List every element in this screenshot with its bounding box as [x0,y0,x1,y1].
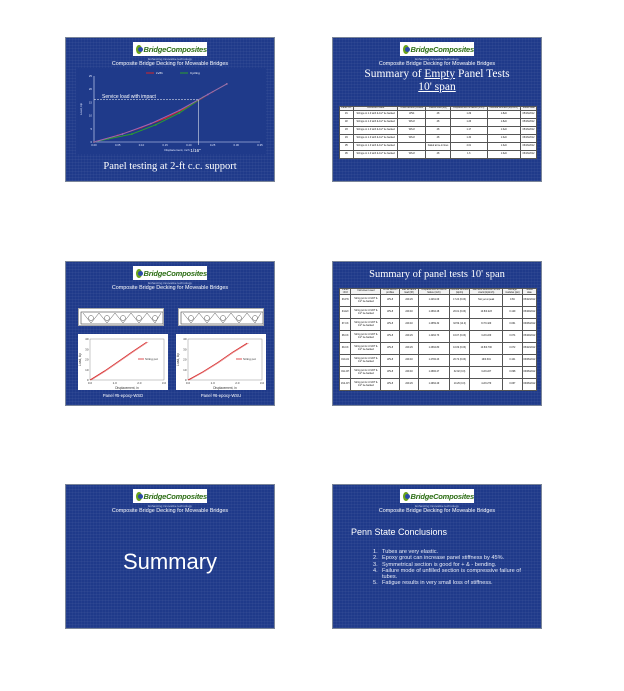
table-cell: 0.129 [503,307,523,319]
list-item-number: 3. [373,561,378,568]
logo-text: BridgeComposites [410,44,474,54]
table-row [340,110,537,118]
table-cell: 1.17 [451,126,488,134]
table-cell: 249.40 [399,355,418,367]
logo-text: BridgeComposites [143,268,207,278]
table-cell: 8.7/0.429 [470,319,503,331]
table-cell: #6 [340,150,354,158]
x-tick-label: 2.0 [235,381,240,385]
column-header: Max at failure load (lbf) [399,289,418,295]
y-tick-label: 10 [85,367,89,372]
table-cell: 0.098 [503,367,523,379]
slide-subheading: Composite Bridge Decking for Moveable Bridges [111,285,229,291]
table-row [340,379,537,391]
table-cell: 1.6e6 [487,126,521,134]
table-cell: 20.01 (0.03) [449,307,470,319]
y-axis-label: Load, kip [79,102,83,116]
table-cell: 0.074 [503,331,523,343]
table-cell: 48 [426,126,451,134]
table-cell: #3-PN [340,295,351,307]
bridge-composites-logo [133,489,207,503]
table-cell: 06/16/2012 [521,142,537,150]
title-line2: 10' span [418,81,456,93]
table-cell: 06/06/2012 [522,379,536,391]
table-row [340,355,537,367]
table-cell: WS-8 [398,118,426,126]
x-tick-label: 1.0 [210,381,215,385]
table-cell: 05/22/2012 [522,295,536,307]
bridge-logo-icon [403,45,409,54]
y-tick-label: 0 [184,378,187,382]
panel-cross-section-image-right [178,308,264,326]
table-cell: 48 [426,150,451,158]
bridge-composites-logo [133,266,207,280]
x-tick-label: 0.20 [186,143,192,147]
table-cell: WS-8 [381,295,400,307]
table-cell: 05/29/2012 [522,307,536,319]
table-cell: #2 [340,118,354,126]
slide-subheading: Composite Bridge Decking for Moveable Bridges [378,61,496,67]
table-cell: 4.2/0.279 [470,379,503,391]
table-cell: 06/06/2012 [522,355,536,367]
caption-right: Panel #6-epoxy-WSU [200,393,242,398]
table-cell: #3 [340,126,354,134]
table-cell: 06/16/2012 [521,134,537,142]
list-item-number: 4. [373,567,378,574]
x-tick-label: 0.15 [162,143,168,147]
table-cell: 05/22/2012 [522,343,536,355]
table-cell: 05/16/2012 [521,126,537,134]
table-row [340,319,537,331]
table-cell: 0.067 [503,379,523,391]
data-point [226,83,228,85]
list-item-number: 5. [373,580,378,587]
tagline: Enhancing innovative technology [148,281,192,285]
column-header: Tested date [522,289,536,295]
table-cell: Failed at tie-in lines [426,142,451,150]
table-cell: 1.2659.32 [419,319,450,331]
list-item-number: 2. [373,555,378,562]
table-cell: Strings on 1.0 with & 1/2" tie backed [353,118,398,126]
table-row [340,331,537,343]
table-cell: Strings on 1.0 with & 1/2" tie backed [353,110,398,118]
table-cell: 1.6e6 [487,150,521,158]
table-cell: 1.6e6 [487,134,521,142]
data-point [93,141,95,143]
load-displacement-chart [76,68,266,154]
tagline: Enhancing innovative technology [148,504,192,508]
slide-subheading: Composite Bridge Decking for Moveable Bridges [111,508,229,514]
table-row [340,142,537,150]
table-cell: 1.8e6 [487,110,521,118]
table-cell: #9-CK [340,343,351,355]
data-point [178,109,180,111]
y-tick-label: 20 [88,87,92,92]
slide-title: Panel testing at 2-ft c.c. support [103,161,237,172]
table-cell: Not yet at peak [470,295,503,307]
table-cell [398,142,426,150]
tagline: Enhancing innovative technology [148,57,192,61]
list-item-text: Failure mode of unfilled section is compressive failure of tubes. [382,567,521,581]
y-tick-label: 40 [85,337,89,341]
column-header: Failure load (kip) [426,107,451,111]
table-cell: WS-8 [381,307,400,319]
bridge-composites-logo [400,489,474,503]
table-cell: Strings on 1.0 with & 1/2" tie backed [353,126,398,134]
data-point [178,112,180,114]
data-point [131,133,133,135]
x-tick-label: 0.0 [87,381,93,385]
slide-3-thumbnail[interactable] [65,261,275,406]
title-suffix: Panel Tests [455,68,510,80]
slide-2-thumbnail[interactable] [332,37,542,182]
y-axis-label: Load, kip [78,353,82,366]
column-header: Cross section profiles [381,289,400,295]
table-cell: #12-CH [340,379,351,391]
x-tick-label: 3.0 [259,381,265,385]
table-cell: 32.02 (0.0) [449,367,470,379]
table-cell: 4.01 [451,142,488,150]
table-cell: 229.29 [399,295,418,307]
table-cell: 06/06/2012 [522,319,536,331]
table-cell: 17.24 (0.03) [449,295,470,307]
table-cell: #11-CH [340,367,351,379]
table-cell: WS-8 [398,134,426,142]
table-cell: 10.8/0.700 [470,343,503,355]
table-cell: 1.4262.73 [419,331,450,343]
list-item-text: Epoxy grout can increase panel stiffness by 45%. [382,555,505,562]
table-cell: 0.072 [503,343,523,355]
x-tick-label: 0.25 [209,143,216,147]
table-cell: 229.29 [399,343,418,355]
y-tick-label: 25 [88,74,92,78]
slide-title: Summary [122,549,218,574]
list-item [373,580,535,586]
table-row [340,307,537,319]
table-cell: WS-8 [381,379,400,391]
column-header: Average modulus (psi) [503,289,523,295]
caption-left: Panel #5-epoxy-WSD [102,393,144,398]
x-tick-label: 3.0 [161,381,167,385]
table-cell: 1.2962.29 [419,379,450,391]
legend-label: String pot [145,357,158,361]
slide-6-thumbnail[interactable] [332,484,542,629]
data-point [155,124,157,126]
table-row [340,118,537,126]
list-item-text: Fatigue results in very small loss of stiffness. [382,580,493,587]
table-row [340,134,537,142]
y-tick-label: 10 [88,113,92,118]
table-cell: 20.72 (0.03) [449,355,470,367]
column-header: Panel I.D.# [340,289,351,295]
table-cell: 1.34 [451,134,488,142]
table-cell: String pot & 1 LVDT & 1/2" tie-backed [351,319,381,331]
x-tick-label: 0.10 [138,143,145,147]
table-cell: 1.2662.28 [419,307,450,319]
x-tick-label: 0.35 [257,143,263,147]
table-cell: 1.8e6 [487,118,521,126]
table-row [340,367,537,379]
x-tick-label: 0.05 [114,143,121,147]
table-cell: 3.2/0.229 [470,331,503,343]
table-cell: WS-8 [381,319,400,331]
table-cell: 32.59 (14.0) [449,319,470,331]
table-cell: String pot & 1 LVDT & 1/2" tie-backed [351,295,381,307]
slide-subheading: Composite Bridge Decking for Moveable Bridges [378,508,496,514]
slide-5-thumbnail[interactable] [65,484,275,629]
y-tick-label: 20 [85,357,89,362]
table-cell: 249.40 [399,307,418,319]
table-cell: String pot & 1 LVDT & 1/2" tie-backed [351,367,381,379]
table-cell: #4 [340,134,354,142]
table-cell: 10.8/0.223 [470,307,503,319]
x-tick-label: 0.30 [233,143,240,147]
column-header: Start and deflection at first crack (kip/inch) [470,289,503,295]
column-header: Instrument used [351,289,381,295]
table-cell: 1.2261.09 [419,295,450,307]
table-header-row [340,107,537,111]
table-cell: 1.26 [451,118,488,126]
table-cell: String pot & 1 LVDT & 1/2" tie-backed [351,307,381,319]
table-cell: Strings on 1.0 with & 1/2" tie backed [353,150,398,158]
table-cell: 1.2682.27 [419,367,450,379]
chart-background [76,68,266,154]
slide-4-thumbnail[interactable] [332,261,542,406]
tagline: Enhancing innovative technology [415,57,459,61]
panel-6-load-chart [176,334,266,390]
bridge-logo-icon [403,492,409,501]
table-row [340,295,537,307]
table-cell: 229.29 [399,379,418,391]
panel-cross-section-image-left [78,308,164,326]
bridge-logo-icon [136,269,142,278]
panel-tests-summary-table [339,288,537,391]
table-cell: WS-8 [381,331,400,343]
table-cell: #8-CK [340,331,351,343]
service-load-annotation: Service load with impact [102,93,156,100]
table-cell: 249.40 [399,319,418,331]
table-cell: 48 [426,134,451,142]
logo-text: BridgeComposites [410,491,474,501]
title-underlined: Empty [424,68,456,80]
deflection-label: 1/16" [190,148,201,153]
logo-text: BridgeComposites [143,44,207,54]
column-header: Cross section profiles [398,107,426,111]
bridge-logo-icon [136,45,142,54]
table-cell: WS-8 [398,150,426,158]
legend-label: String pot [243,357,256,361]
x-tick-label: 0.00 [91,143,97,147]
table-cell: #10-LN [340,355,351,367]
table-cell: 10.29 (0.0) [449,379,470,391]
slide-1-thumbnail[interactable] [65,37,275,182]
table-cell: 1.6e6 [487,142,521,150]
column-header: Flexural stiffness (kip/inch) [487,107,521,111]
bridge-composites-logo [133,42,207,56]
table-row [340,150,537,158]
legend-label: LV#1 [156,71,163,75]
table-cell: 249.40 [399,367,418,379]
x-axis-label: Displacement, in [115,386,139,390]
y-tick-label: 30 [85,347,89,352]
table-cell: 3.2/0.227 [470,367,503,379]
table-cell: 0.101 [503,355,523,367]
table-cell: 05/16/2012 [521,118,537,126]
data-point [207,94,209,96]
table-cell: Strings on 1.0 with & 1/2" tie backed [353,142,398,150]
table-cell: WS4 [398,110,426,118]
column-header: Displacement at failure (inch) [451,107,488,111]
y-tick-label: 5 [90,126,92,131]
table-cell: 1.2662.80 [419,343,450,355]
table-cell: 1.29 [451,110,488,118]
logo-text: BridgeComposites [143,491,207,501]
slide-subheading: Composite Bridge Decking for Moveable Bridges [111,61,229,67]
slide-title [333,68,541,94]
table-cell: WS-8 [381,367,400,379]
table-cell: String pot & 1 LVDT & 1/2" tie-backed [351,379,381,391]
y-tick-label: 40 [183,337,187,341]
table-cell: 06/06/2012 [522,367,536,379]
table-cell: 19/0.301 [470,355,503,367]
tagline: Enhancing innovative technology [415,504,459,508]
table-cell: String pot & 1 LVDT & 1/2" tie-backed [351,355,381,367]
table-cell: 48 [426,110,451,118]
table-cell: 229.29 [399,331,418,343]
table-row [340,126,537,134]
table-cell: WS-8 [398,126,426,134]
list-item-number: 1. [373,549,378,555]
y-tick-label: 20 [183,357,187,362]
column-header: Flexural stiffness (kip/in) [450,288,469,294]
table-cell: 10.09 (0.03) [449,343,470,355]
x-axis-label: Displacement, inch [164,148,190,152]
table-cell: WS-8 [381,343,400,355]
legend-label: Cycling [190,71,200,75]
y-tick-label: 30 [183,347,187,352]
table-cell: 05/16/2012 [521,110,537,118]
panel-5-load-chart [78,334,168,390]
x-tick-label: 0.0 [185,381,191,385]
bridge-logo-icon [136,492,142,501]
table-cell: 06/16/2012 [521,150,537,158]
y-tick-label: 0 [90,140,92,144]
y-axis-label: Load, kip [176,353,180,366]
x-tick-label: 2.0 [137,381,142,385]
bridge-composites-logo [400,42,474,56]
table-cell: 05/29/2012 [522,331,536,343]
conclusions-heading: Penn State Conclusions [351,527,448,537]
column-header: Panel I.D. [341,106,352,109]
y-tick-label: 0 [86,378,89,382]
table-cell: 1.2782.23 [419,355,450,367]
table-cell: #5 [340,142,354,150]
list-item-text: Tubes are very elastic. [382,549,439,555]
table-row [340,343,537,355]
table-cell: 0.061 [503,319,523,331]
table-cell: WS-8 [381,355,400,367]
table-cell: #1 [340,110,354,118]
table-cell: 1.6 [451,150,488,158]
empty-panel-tests-table [339,106,537,159]
data-point [150,123,152,125]
x-tick-label: 1.0 [112,381,117,385]
list-item-text: Symmetrical section is good for + & - bending. [382,561,497,568]
title-prefix: Summary of [364,68,425,80]
table-cell: #4-EX [340,307,351,319]
y-tick-label: 10 [183,367,187,372]
y-tick-label: 15 [88,100,92,105]
table-cell: 16.07 (0.03) [449,331,470,343]
table-cell: String pot & 1 LVDT & 1/2" tie-backed [351,343,381,355]
table-cell: 48 [426,118,451,126]
table-cell: String pot & 1 LVDT & 1/2" tie-backed [351,331,381,343]
table-cell: 0.69 [503,295,523,307]
slide-title: Summary of panel tests 10' span [369,269,505,280]
conclusions-list [373,549,535,587]
table-cell: #7-CK [340,319,351,331]
column-header: Displacement at max at failure (inch) [419,289,450,295]
column-header: Instrument used [353,107,398,111]
column-header: Tested date [522,106,535,109]
list-item [373,568,535,581]
data-point [122,133,124,135]
table-cell: Strings on 1.0 with & 1/2" tie backed [353,134,398,142]
x-axis-label: Displacement, in [213,386,237,390]
